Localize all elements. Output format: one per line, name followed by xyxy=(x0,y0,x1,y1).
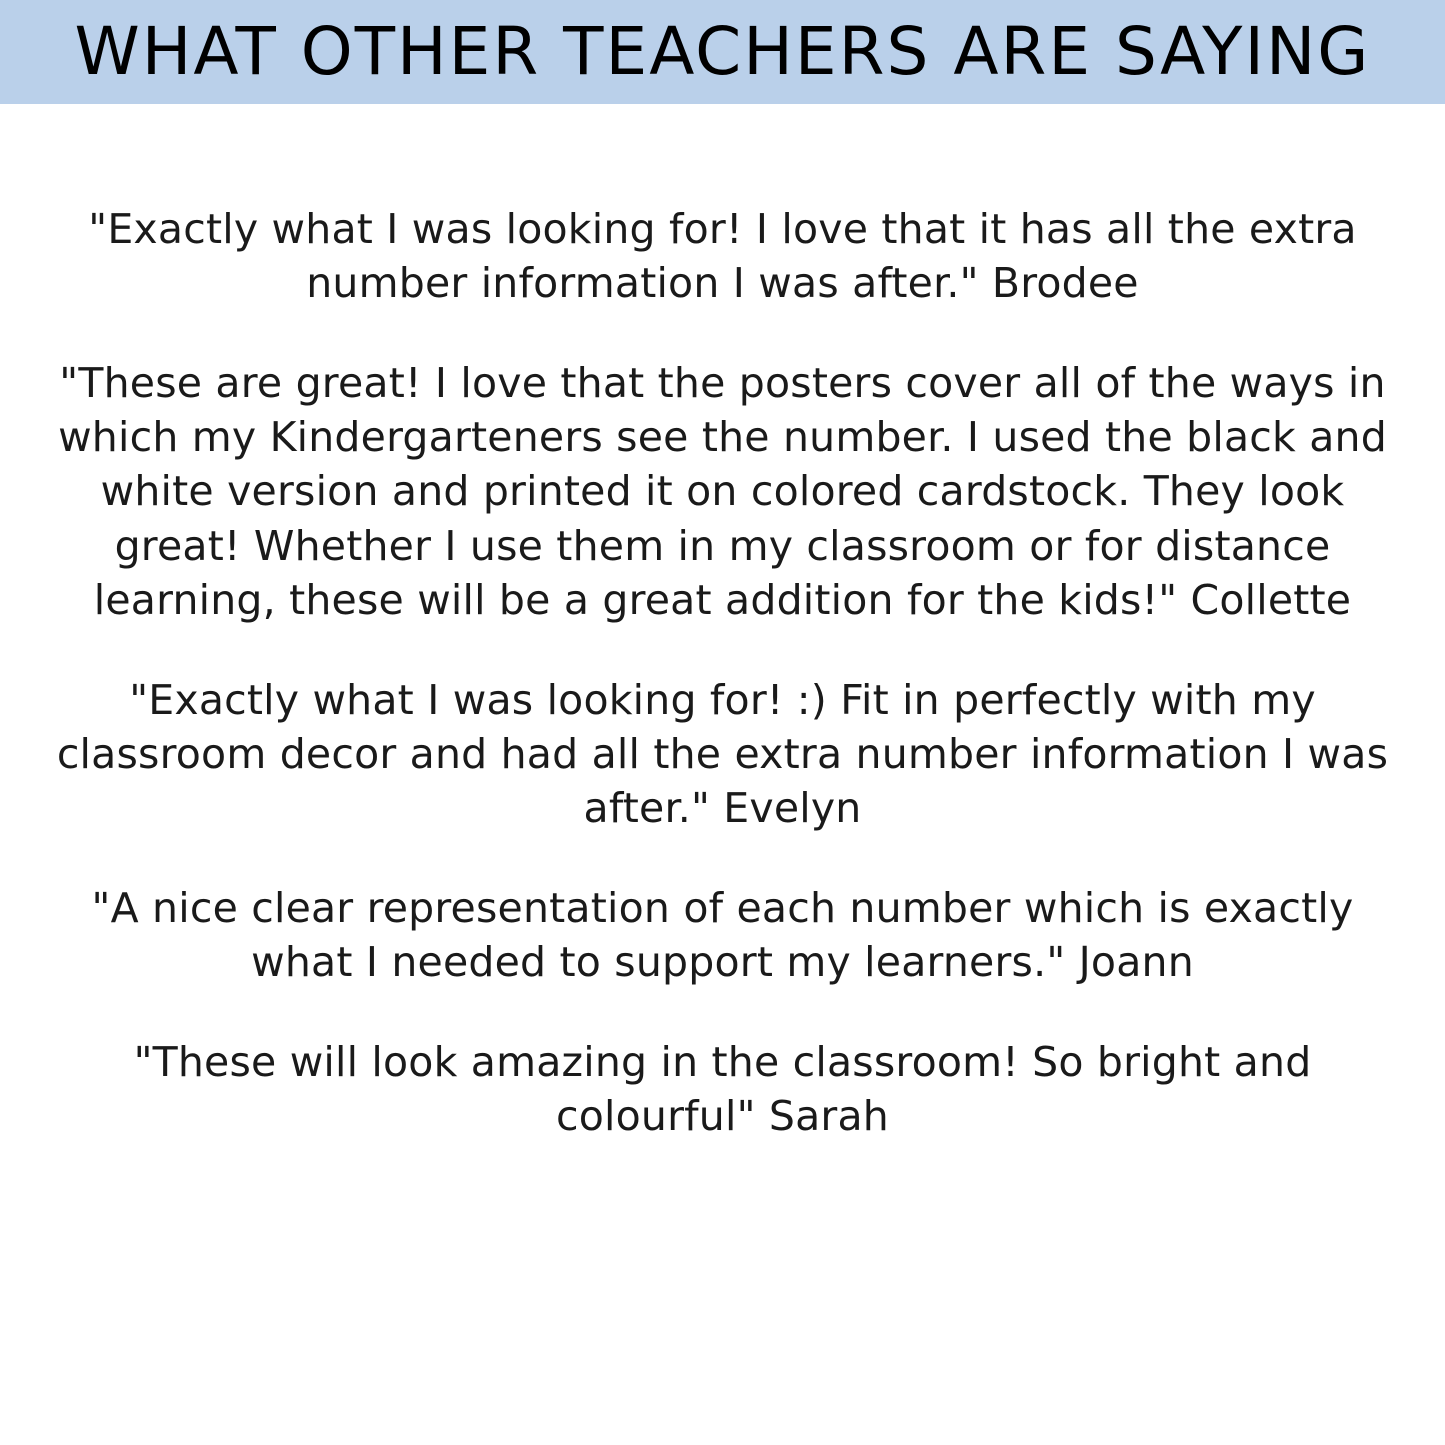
testimonial-quote: "Exactly what I was looking for! :) Fit in perfectly with my classroom decor and had all the extra number information I was after." Evelyn xyxy=(56,675,1389,832)
testimonials-list xyxy=(0,104,1445,1144)
page-title: WHAT OTHER TEACHERS ARE SAYING xyxy=(74,13,1371,90)
testimonial-quote: "A nice clear representation of each number which is exactly what I needed to support my learners." Joann xyxy=(91,884,1354,987)
testimonial-quote: "Exactly what I was looking for! I love that it has all the extra number information I was after." Brodee xyxy=(88,205,1357,308)
testimonial-quote: "These are great! I love that the posters cover all of the ways in which my Kindergarteners see the number. I used the black and white version and printed it on colored cardstock. They look great! Whether I use them in my classroom or for distance learning, these will be a great addition for the kids!" Collette xyxy=(58,359,1387,624)
testimonial-quote: "These will look amazing in the classroom! So bright and colourful" Sarah xyxy=(133,1038,1312,1141)
page-header-band xyxy=(0,0,1445,104)
